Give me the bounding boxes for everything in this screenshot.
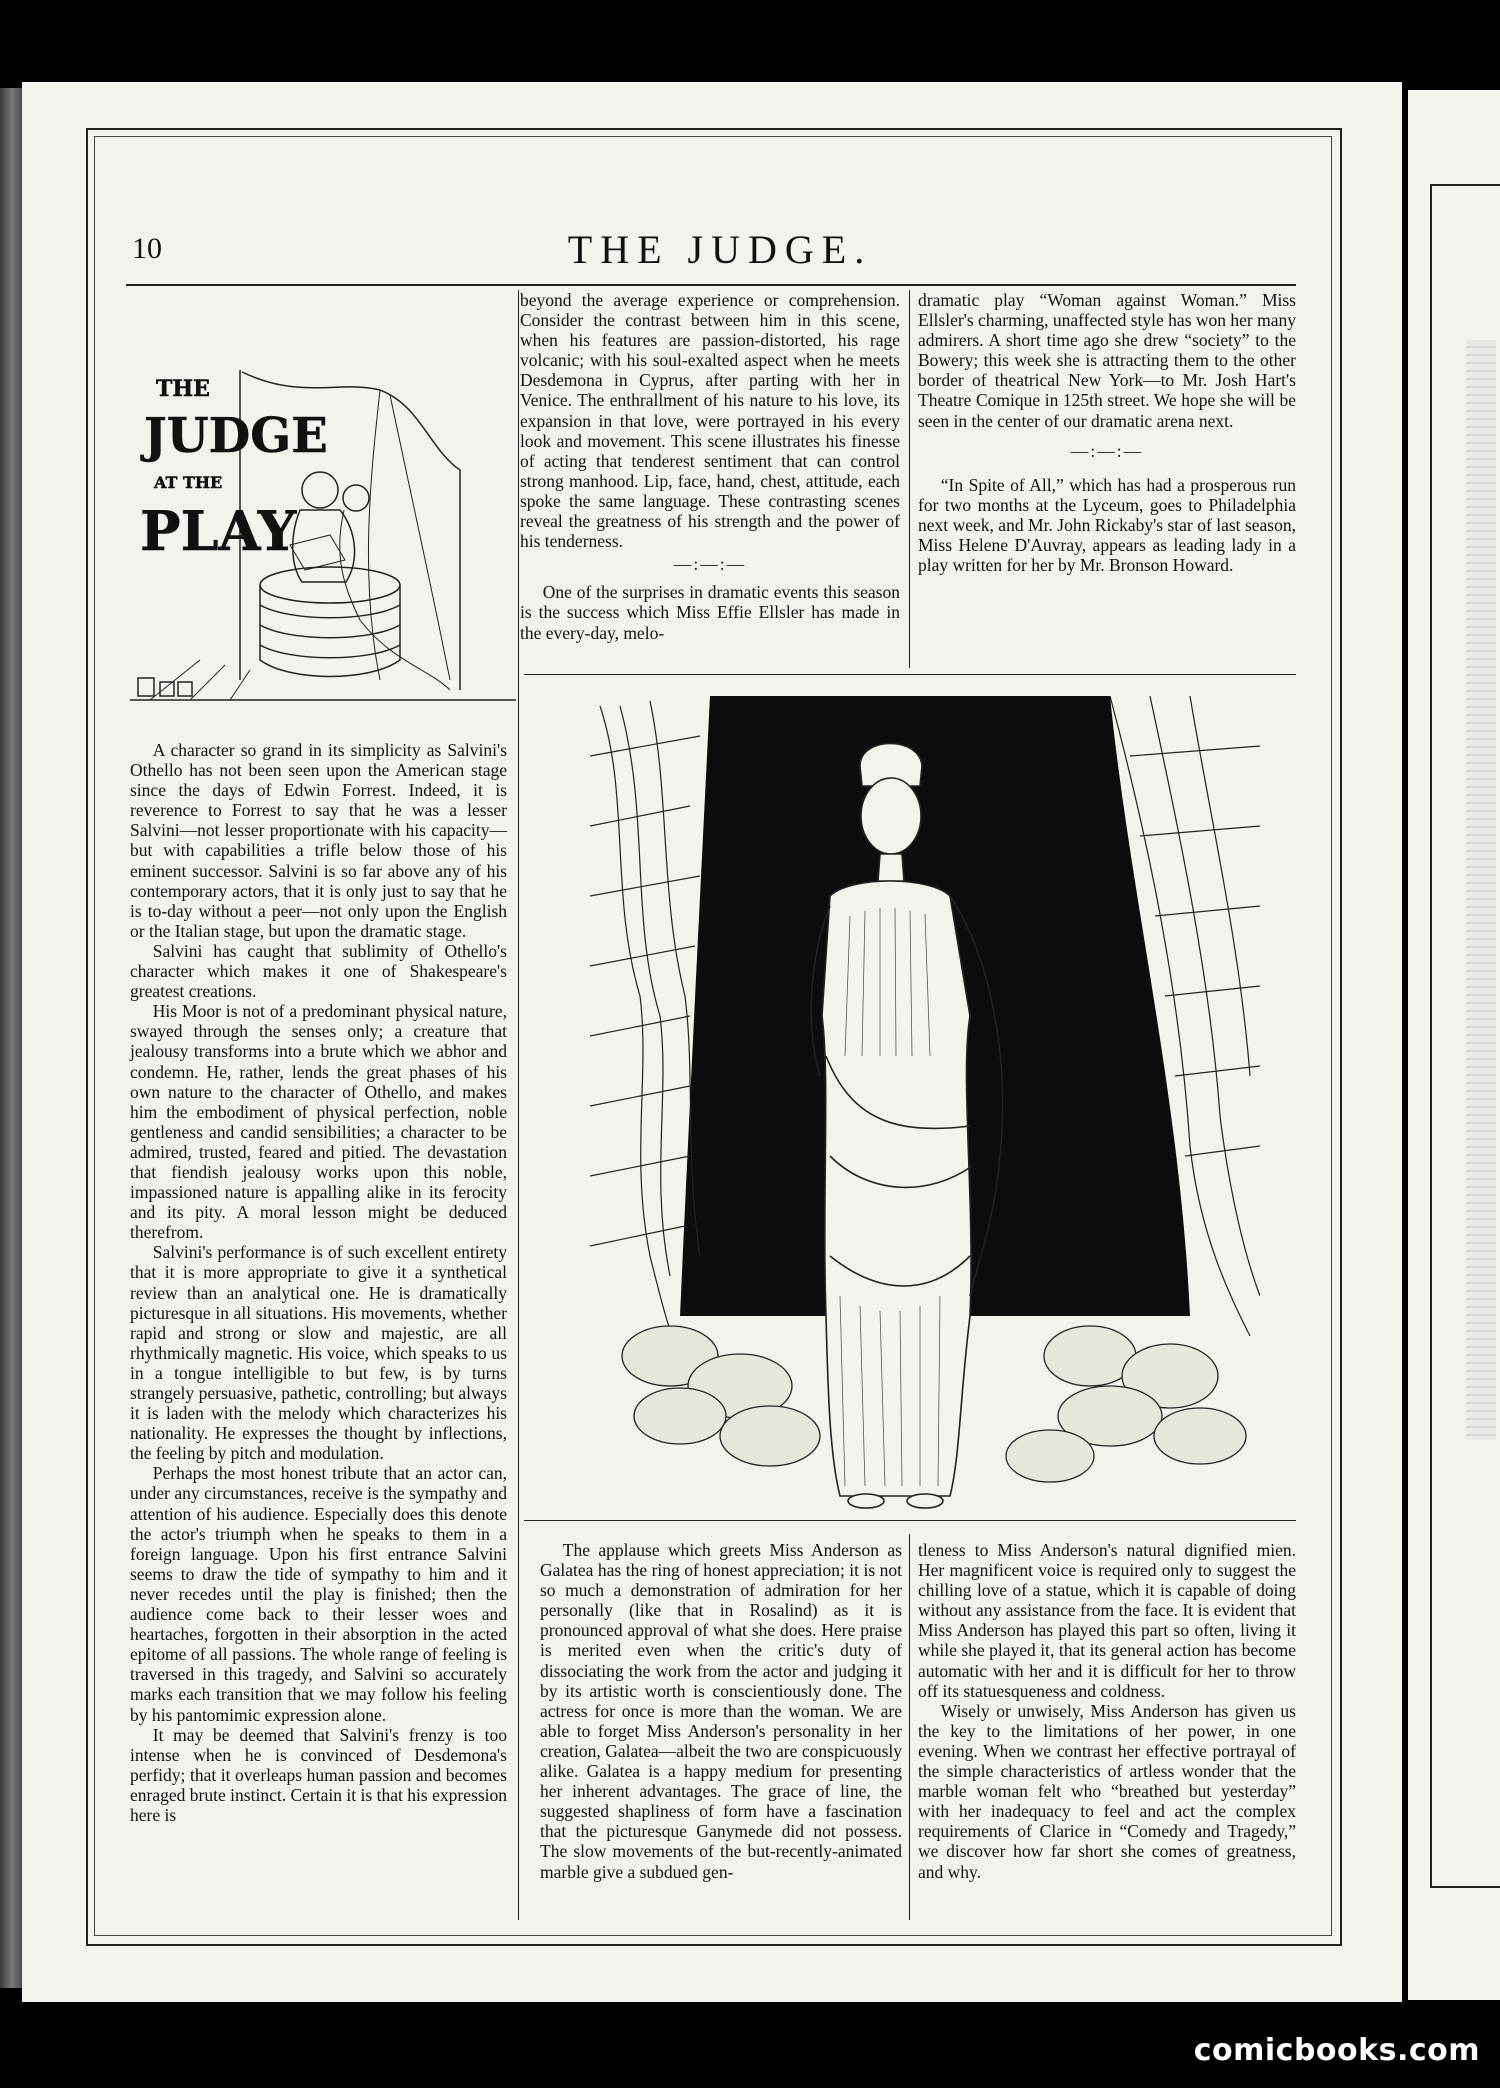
book-binding (0, 88, 24, 1988)
section-separator: —:—:— (673, 554, 747, 575)
judge-at-the-play-vignette (130, 360, 516, 720)
site-watermark: comicbooks.com (1193, 2033, 1480, 2068)
vignette-word-at-the: AT THE (154, 473, 223, 492)
header-rule (126, 284, 1296, 286)
paragraph: His Moor is not of a predominant physical nature, swayed through the senses only; a creature that jealousy transforms into a brute which we abhor and condemn. He, rather, lends the great phases of his own nature to the character of Othello, and makes him the embodiment of physical perfection, noble gentleness and candid sensibilities; a character to be admired, trusted, feared and pitied. The devastation that fiendish jealousy works upon this noble, impassioned nature is appalling alike in its ferocity and its pity. A moral lesson might be deduced therefrom. (130, 1001, 507, 1243)
illustration-bottom-rule (524, 1520, 1296, 1521)
column-2-top-text (520, 290, 900, 643)
vignette-word-judge: JUDGE (144, 408, 328, 464)
vignette-word-the: THE (156, 376, 210, 402)
paragraph: dramatic play “Woman against Woman.” Miss Ellsler's charming, unaffected style has won her many admirers. A short time ago she drew “society” to the Bowery; this week she is attracting them to the other border of theatrical New York—to Mr. Josh Hart's Theatre Comique in 125th street. We hope she will be seen in the center of our dramatic arena next. (918, 290, 1296, 431)
column-3-top-text (918, 290, 1296, 575)
paragraph: Salvini's performance is of such excellent entirety that it is more appropriate to give it a synthetical review than an analytical one. He is dramatically picturesque in all situations. His movements, whether rapid and strong or slow and majestic, are all rhythmically magnetic. His voice, which speaks to us in a tongue intelligible to but few, is by turns strangely persuasive, pathetic, controlling; but always it is laden with the melody which characterizes his nationality. He expresses the thought by inflections, the feeling by pitch and modulation. (130, 1242, 507, 1464)
paragraph: tleness to Miss Anderson's natural dignified mien. Her magnificent voice is required only to suggest the chilling love of a statue, which it is capable of doing without any assistance from the face. It is evident that Miss Anderson has played this part so often, living it while she played it, that its general action has become automatic with her and it is difficult for her to throw off its statuesqueness and coldness. (918, 1540, 1296, 1701)
column-1-article (130, 740, 507, 1825)
facing-page-edge (1408, 90, 1500, 2000)
paragraph: Perhaps the most honest tribute that an actor can, under any circumstances, receive is the sympathy and attention of his audience. Especially does this denote the actor's triumph when he speaks to them in a foreign language. Upon his first entrance Salvini seems to draw the tide of sympathy to him and it never recedes until the play is finished; then the audience come back to their lesser woes and heartaches, forgotten in their absorption in the acted epitome of all passions. The whole range of feeling is traversed in this tragedy, and Salvini so accurately marks each transition that we may follow his feeling by his pantomimic expression alone. (130, 1463, 507, 1725)
paragraph: A character so grand in its simplicity as Salvini's Othello has not been seen upon the American stage since the days of Edwin Forrest. Indeed, it is reverence to Forrest to say that he was a lesser Salvini—not lesser proportionate with his capacity—but with capabilities a trifle below those of his eminent successor. Salvini is so far above any of his contemporary actors, that it is only just to say that he is to-day without a peer—not only upon the English or the Italian stage, but upon the dramatic stage. (130, 740, 507, 941)
paragraph: Wisely or unwisely, Miss Anderson has given us the key to the limitations of her power, in one evening. When we contrast her effective portrayal of the simple characteristics of artless wonder that the marble woman felt who “breathed but yesterday” with her inadequacy to feel and act the complex requirements of Clarice in “Comedy and Tragedy,” we discover how far short she comes of greatness, and why. (918, 1700, 1296, 1882)
paragraph: It may be deemed that Salvini's frenzy is too intense when he is convinced of Desdemona's perfidy; that it overleaps human passion and becomes enraged brute instinct. Certain it is that his expression here is (130, 1724, 507, 1825)
page-number: 10 (132, 232, 162, 265)
column-3-bottom-text (918, 1540, 1296, 1882)
illustration-top-rule (524, 674, 1296, 675)
masthead-title: THE JUDGE. (567, 227, 873, 272)
paragraph: One of the surprises in dramatic events this season is the success which Miss Effie Ellsler has made in the every-day, melo- (520, 582, 900, 643)
column-2-bottom-text (540, 1540, 902, 1882)
galatea-illustration (590, 696, 1260, 1518)
paragraph: beyond the average experience or comprehension. Consider the contrast between him in this scene, when his features are passion-distorted, his rage volcanic; with his soul-exalted aspect when he meets Desdemona in Cyprus, after parting with her in Venice. The enthrallment of his nature to his love, its expansion in that love, were portrayed in his every look and movement. This scene illustrates his finesse of acting that tenderest sentiment that can control strong manhood. Lip, face, hand, chest, attitude, each spoke the same language. These contrasting scenes reveal the greatness of his strength and the power of his tenderness. (520, 290, 900, 552)
paragraph: “In Spite of All,” which has had a prosperous run for two months at the Lyceum, goes to Philadelphia next week, and Mr. John Rickaby's star of last season, Miss Helene D'Auvray, appears as leading lady in a play written for her by Mr. Bronson Howard. (918, 474, 1296, 576)
column-rule-2-top (909, 290, 910, 668)
vignette-word-play: PLAY (140, 499, 297, 563)
paragraph: Salvini has caught that sublimity of Othello's character which makes it one of Shakespeare's greatest creations. (130, 940, 507, 1002)
column-rule-2-bottom (909, 1534, 910, 1920)
facing-page-illustration-edge (1466, 340, 1496, 1440)
paragraph: The applause which greets Miss Anderson as Galatea has the ring of honest appreciation; it is not so much a demonstration of admiration for her personally (like that in Rosalind) as it is pronounced approval of what she does. Here praise is merited even when the critic's duty of dissociating the work from the actor and judging it by its artistic worth is conscientiously done. The actress for once is more than the woman. We are able to forget Miss Anderson's personality in her creation, Galatea—albeit the two are conspicuously alike. Galatea is a happy medium for presenting her inherent advantages. The grace of line, the suggested shapliness of form have a fascination that the picturesque Ganymede did not possess. The slow movements of the but-recently-animated marble give a subdued gen- (540, 1540, 902, 1882)
section-separator: —:—:— (1070, 440, 1144, 461)
column-rule-1 (518, 290, 519, 1920)
